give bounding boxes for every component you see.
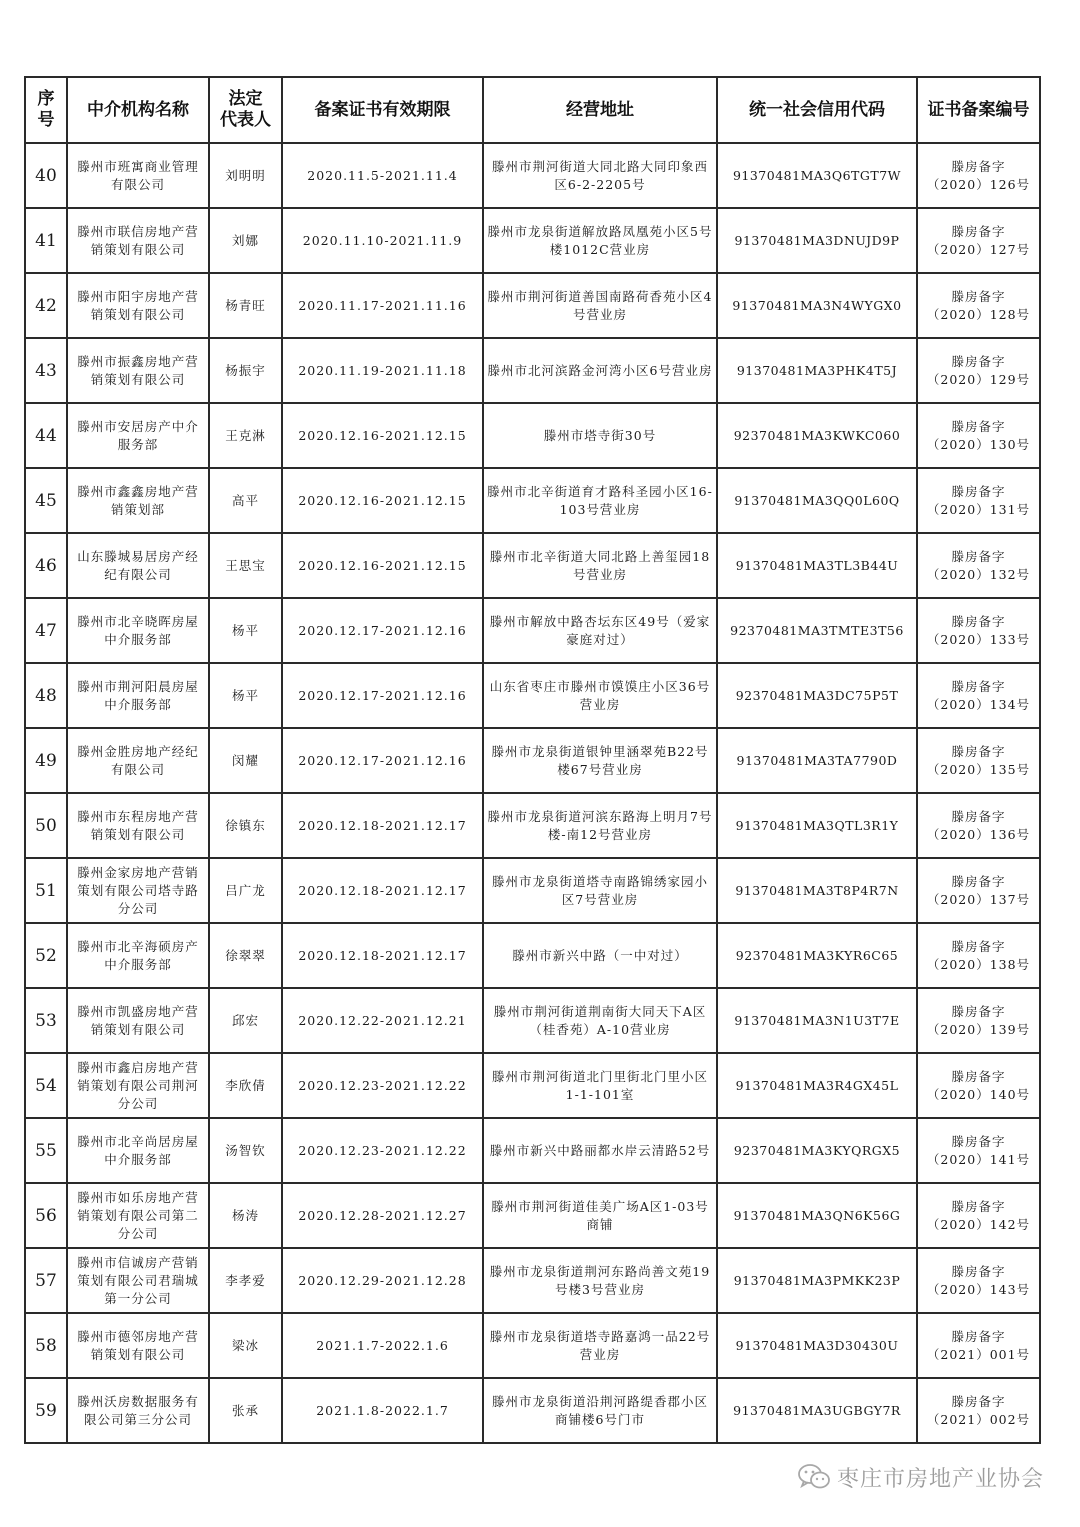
cell-credit-code: 91370481MA3UGBGY7R bbox=[717, 1378, 917, 1443]
cell-address: 滕州市北辛街道大同北路上善玺园18号营业房 bbox=[483, 533, 717, 598]
cell-name: 滕州市阳宇房地产营销策划有限公司 bbox=[67, 273, 209, 338]
watermark-text: 枣庄市房地产业协会 bbox=[836, 1466, 1044, 1492]
cell-validity: 2020.12.17-2021.12.16 bbox=[282, 728, 483, 793]
table-row bbox=[25, 728, 1040, 793]
cell-address: 滕州市荆河街道北门里街北门里小区1-1-101室 bbox=[483, 1053, 717, 1118]
cell-seq: 48 bbox=[25, 663, 67, 728]
cell-rep: 梁冰 bbox=[209, 1313, 282, 1378]
cell-credit-code: 91370481MA3N1U3T7E bbox=[717, 988, 917, 1053]
cell-address: 滕州市龙泉街道塔寺南路锦绣家园小区7号营业房 bbox=[483, 858, 717, 923]
wechat-icon bbox=[797, 1463, 831, 1491]
cell-validity: 2020.12.18-2021.12.17 bbox=[282, 858, 483, 923]
cell-seq: 49 bbox=[25, 728, 67, 793]
cell-validity: 2020.12.18-2021.12.17 bbox=[282, 793, 483, 858]
cell-rep: 杨涛 bbox=[209, 1183, 282, 1248]
table-header bbox=[25, 77, 1040, 143]
cell-validity: 2020.12.18-2021.12.17 bbox=[282, 923, 483, 988]
table-row bbox=[25, 598, 1040, 663]
cell-name: 滕州市北辛海硕房产中介服务部 bbox=[67, 923, 209, 988]
cell-rep: 徐镇东 bbox=[209, 793, 282, 858]
cell-validity: 2020.12.17-2021.12.16 bbox=[282, 663, 483, 728]
table-row bbox=[25, 338, 1040, 403]
cell-name: 滕州市鑫鑫房地产营销策划部 bbox=[67, 468, 209, 533]
cell-cert-no: 滕房备字 （2020）129号 bbox=[917, 338, 1040, 403]
cell-validity: 2020.12.16-2021.12.15 bbox=[282, 403, 483, 468]
table-row bbox=[25, 923, 1040, 988]
cell-name: 滕州金胜房地产经纪有限公司 bbox=[67, 728, 209, 793]
cell-address: 滕州市荆河街道佳美广场A区1-03号商铺 bbox=[483, 1183, 717, 1248]
cell-validity: 2020.11.19-2021.11.18 bbox=[282, 338, 483, 403]
cell-seq: 42 bbox=[25, 273, 67, 338]
cell-name: 滕州市信诚房产营销策划有限公司君瑞城第一分公司 bbox=[67, 1248, 209, 1313]
cell-address: 滕州市龙泉街道荆河东路尚善文苑19号楼3号营业房 bbox=[483, 1248, 717, 1313]
cell-name: 滕州市德邻房地产营销策划有限公司 bbox=[67, 1313, 209, 1378]
table-row bbox=[25, 858, 1040, 923]
cell-cert-no: 滕房备字 （2020）126号 bbox=[917, 143, 1040, 208]
cell-credit-code: 92370481MA3KYR6C65 bbox=[717, 923, 917, 988]
cell-seq: 51 bbox=[25, 858, 67, 923]
cell-rep: 李欣倩 bbox=[209, 1053, 282, 1118]
cell-cert-no: 滕房备字 （2020）135号 bbox=[917, 728, 1040, 793]
cell-cert-no: 滕房备字 （2020）127号 bbox=[917, 208, 1040, 273]
table-row bbox=[25, 1378, 1040, 1443]
cell-seq: 41 bbox=[25, 208, 67, 273]
cell-validity: 2020.12.17-2021.12.16 bbox=[282, 598, 483, 663]
cell-cert-no: 滕房备字 （2020）140号 bbox=[917, 1053, 1040, 1118]
cell-seq: 45 bbox=[25, 468, 67, 533]
cell-credit-code: 91370481MA3QQ0L60Q bbox=[717, 468, 917, 533]
cell-name: 滕州市如乐房地产营销策划有限公司第二分公司 bbox=[67, 1183, 209, 1248]
cell-name: 滕州市北辛尚居房屋中介服务部 bbox=[67, 1118, 209, 1183]
cell-validity: 2021.1.7-2022.1.6 bbox=[282, 1313, 483, 1378]
cell-credit-code: 91370481MA3Q6TGT7W bbox=[717, 143, 917, 208]
cell-cert-no: 滕房备字 （2021）002号 bbox=[917, 1378, 1040, 1443]
table-row bbox=[25, 533, 1040, 598]
cell-name: 滕州市班寓商业管理有限公司 bbox=[67, 143, 209, 208]
cell-rep: 邱宏 bbox=[209, 988, 282, 1053]
cell-rep: 杨平 bbox=[209, 663, 282, 728]
cell-address: 滕州市新兴中路（一中对过） bbox=[483, 923, 717, 988]
cell-credit-code: 92370481MA3TMTE3T56 bbox=[717, 598, 917, 663]
cell-validity: 2020.12.28-2021.12.27 bbox=[282, 1183, 483, 1248]
cell-credit-code: 91370481MA3PHK4T5J bbox=[717, 338, 917, 403]
cell-name: 滕州市北辛晓晖房屋中介服务部 bbox=[67, 598, 209, 663]
table-row bbox=[25, 403, 1040, 468]
table-row bbox=[25, 1053, 1040, 1118]
cell-address: 滕州市龙泉街道解放路凤凰苑小区5号楼1012C营业房 bbox=[483, 208, 717, 273]
cell-seq: 40 bbox=[25, 143, 67, 208]
header-row bbox=[25, 77, 1040, 143]
header-address: 经营地址 bbox=[483, 77, 717, 143]
cell-cert-no: 滕房备字 （2020）132号 bbox=[917, 533, 1040, 598]
cell-rep: 徐翠翠 bbox=[209, 923, 282, 988]
cell-seq: 55 bbox=[25, 1118, 67, 1183]
cell-credit-code: 91370481MA3R4GX45L bbox=[717, 1053, 917, 1118]
cell-address: 滕州市荆河街道大同北路大同印象西区6-2-2205号 bbox=[483, 143, 717, 208]
cell-seq: 50 bbox=[25, 793, 67, 858]
cell-address: 滕州市荆河街道荆南街大同天下A区（桂香苑）A-10营业房 bbox=[483, 988, 717, 1053]
cell-cert-no: 滕房备字 （2020）136号 bbox=[917, 793, 1040, 858]
registry-table bbox=[24, 76, 1041, 1444]
table-body bbox=[25, 143, 1040, 1443]
cell-address: 滕州市北河滨路金河湾小区6号营业房 bbox=[483, 338, 717, 403]
cell-seq: 59 bbox=[25, 1378, 67, 1443]
table-row bbox=[25, 273, 1040, 338]
cell-address: 滕州市龙泉街道河滨东路海上明月7号楼-南12号营业房 bbox=[483, 793, 717, 858]
cell-name: 山东滕城易居房产经纪有限公司 bbox=[67, 533, 209, 598]
cell-seq: 43 bbox=[25, 338, 67, 403]
cell-seq: 47 bbox=[25, 598, 67, 663]
cell-validity: 2020.11.5-2021.11.4 bbox=[282, 143, 483, 208]
cell-credit-code: 91370481MA3N4WYGX0 bbox=[717, 273, 917, 338]
cell-cert-no: 滕房备字 （2020）134号 bbox=[917, 663, 1040, 728]
cell-address: 滕州市龙泉街道沿荆河路缇香郡小区商铺楼6号门市 bbox=[483, 1378, 717, 1443]
cell-credit-code: 91370481MA3QTL3R1Y bbox=[717, 793, 917, 858]
cell-rep: 李孝爱 bbox=[209, 1248, 282, 1313]
cell-cert-no: 滕房备字 （2020）128号 bbox=[917, 273, 1040, 338]
cell-name: 滕州市联信房地产营销策划有限公司 bbox=[67, 208, 209, 273]
cell-validity: 2020.11.10-2021.11.9 bbox=[282, 208, 483, 273]
cell-name: 滕州沃房数据服务有限公司第三分公司 bbox=[67, 1378, 209, 1443]
cell-rep: 刘明明 bbox=[209, 143, 282, 208]
header-cert-no: 证书备案编号 bbox=[917, 77, 1040, 143]
cell-validity: 2020.12.23-2021.12.22 bbox=[282, 1118, 483, 1183]
cell-credit-code: 91370481MA3D30430U bbox=[717, 1313, 917, 1378]
table-row bbox=[25, 793, 1040, 858]
cell-name: 滕州市东程房地产营销策划有限公司 bbox=[67, 793, 209, 858]
cell-address: 山东省枣庄市滕州市馍馍庄小区36号营业房 bbox=[483, 663, 717, 728]
cell-rep: 刘娜 bbox=[209, 208, 282, 273]
cell-seq: 53 bbox=[25, 988, 67, 1053]
cell-credit-code: 91370481MA3DNUJD9P bbox=[717, 208, 917, 273]
cell-cert-no: 滕房备字 （2020）142号 bbox=[917, 1183, 1040, 1248]
header-name: 中介机构名称 bbox=[67, 77, 209, 143]
cell-cert-no: 滕房备字 （2020）143号 bbox=[917, 1248, 1040, 1313]
cell-validity: 2021.1.8-2022.1.7 bbox=[282, 1378, 483, 1443]
cell-name: 滕州市凯盛房地产营销策划有限公司 bbox=[67, 988, 209, 1053]
cell-rep: 王克淋 bbox=[209, 403, 282, 468]
cell-rep: 杨振宇 bbox=[209, 338, 282, 403]
table-row bbox=[25, 208, 1040, 273]
cell-validity: 2020.12.16-2021.12.15 bbox=[282, 468, 483, 533]
cell-cert-no: 滕房备字 （2020）141号 bbox=[917, 1118, 1040, 1183]
cell-seq: 57 bbox=[25, 1248, 67, 1313]
cell-name: 滕州市鑫启房地产营销策划有限公司荆河分公司 bbox=[67, 1053, 209, 1118]
table-row bbox=[25, 1183, 1040, 1248]
cell-cert-no: 滕房备字 （2020）138号 bbox=[917, 923, 1040, 988]
cell-rep: 杨平 bbox=[209, 598, 282, 663]
cell-cert-no: 滕房备字 （2020）133号 bbox=[917, 598, 1040, 663]
cell-rep: 吕广龙 bbox=[209, 858, 282, 923]
cell-cert-no: 滕房备字 （2021）001号 bbox=[917, 1313, 1040, 1378]
cell-credit-code: 91370481MA3TA7790D bbox=[717, 728, 917, 793]
cell-address: 滕州市龙泉街道银钟里涵翠苑B22号楼67号营业房 bbox=[483, 728, 717, 793]
cell-validity: 2020.12.16-2021.12.15 bbox=[282, 533, 483, 598]
cell-name: 滕州市振鑫房地产营销策划有限公司 bbox=[67, 338, 209, 403]
table-row bbox=[25, 1118, 1040, 1183]
cell-credit-code: 91370481MA3PMKK23P bbox=[717, 1248, 917, 1313]
cell-rep: 汤智钦 bbox=[209, 1118, 282, 1183]
cell-cert-no: 滕房备字 （2020）130号 bbox=[917, 403, 1040, 468]
header-seq: 序 号 bbox=[25, 77, 67, 143]
table-row bbox=[25, 1313, 1040, 1378]
cell-seq: 46 bbox=[25, 533, 67, 598]
cell-seq: 52 bbox=[25, 923, 67, 988]
cell-name: 滕州金家房地产营销策划有限公司塔寺路分公司 bbox=[67, 858, 209, 923]
cell-seq: 58 bbox=[25, 1313, 67, 1378]
cell-credit-code: 92370481MA3KWKC060 bbox=[717, 403, 917, 468]
cell-cert-no: 滕房备字 （2020）137号 bbox=[917, 858, 1040, 923]
cell-seq: 54 bbox=[25, 1053, 67, 1118]
table-row bbox=[25, 663, 1040, 728]
cell-validity: 2020.12.22-2021.12.21 bbox=[282, 988, 483, 1053]
cell-credit-code: 91370481MA3TL3B44U bbox=[717, 533, 917, 598]
cell-rep: 王思宝 bbox=[209, 533, 282, 598]
cell-seq: 44 bbox=[25, 403, 67, 468]
cell-rep: 高平 bbox=[209, 468, 282, 533]
cell-rep: 闵耀 bbox=[209, 728, 282, 793]
cell-seq: 56 bbox=[25, 1183, 67, 1248]
watermark bbox=[797, 1462, 1044, 1492]
cell-credit-code: 92370481MA3DC75P5T bbox=[717, 663, 917, 728]
cell-address: 滕州市荆河街道善国南路荷香苑小区4号营业房 bbox=[483, 273, 717, 338]
cell-address: 滕州市新兴中路丽都水岸云清路52号 bbox=[483, 1118, 717, 1183]
cell-validity: 2020.12.23-2021.12.22 bbox=[282, 1053, 483, 1118]
cell-address: 滕州市塔寺街30号 bbox=[483, 403, 717, 468]
table-row bbox=[25, 143, 1040, 208]
cell-cert-no: 滕房备字 （2020）139号 bbox=[917, 988, 1040, 1053]
cell-rep: 张承 bbox=[209, 1378, 282, 1443]
table-row bbox=[25, 468, 1040, 533]
header-credit-code: 统一社会信用代码 bbox=[717, 77, 917, 143]
cell-address: 滕州市北辛街道育才路科圣园小区16-103号营业房 bbox=[483, 468, 717, 533]
header-rep: 法定 代表人 bbox=[209, 77, 282, 143]
cell-rep: 杨青旺 bbox=[209, 273, 282, 338]
cell-validity: 2020.11.17-2021.11.16 bbox=[282, 273, 483, 338]
cell-address: 滕州市解放中路杏坛东区49号（爱家豪庭对过） bbox=[483, 598, 717, 663]
header-validity: 备案证书有效期限 bbox=[282, 77, 483, 143]
cell-credit-code: 91370481MA3QN6K56G bbox=[717, 1183, 917, 1248]
cell-address: 滕州市龙泉街道塔寺路嘉鸿一品22号营业房 bbox=[483, 1313, 717, 1378]
cell-validity: 2020.12.29-2021.12.28 bbox=[282, 1248, 483, 1313]
cell-name: 滕州市安居房产中介服务部 bbox=[67, 403, 209, 468]
cell-name: 滕州市荆河阳晨房屋中介服务部 bbox=[67, 663, 209, 728]
cell-credit-code: 91370481MA3T8P4R7N bbox=[717, 858, 917, 923]
table-row bbox=[25, 988, 1040, 1053]
table-row bbox=[25, 1248, 1040, 1313]
cell-credit-code: 92370481MA3KYQRGX5 bbox=[717, 1118, 917, 1183]
cell-cert-no: 滕房备字 （2020）131号 bbox=[917, 468, 1040, 533]
